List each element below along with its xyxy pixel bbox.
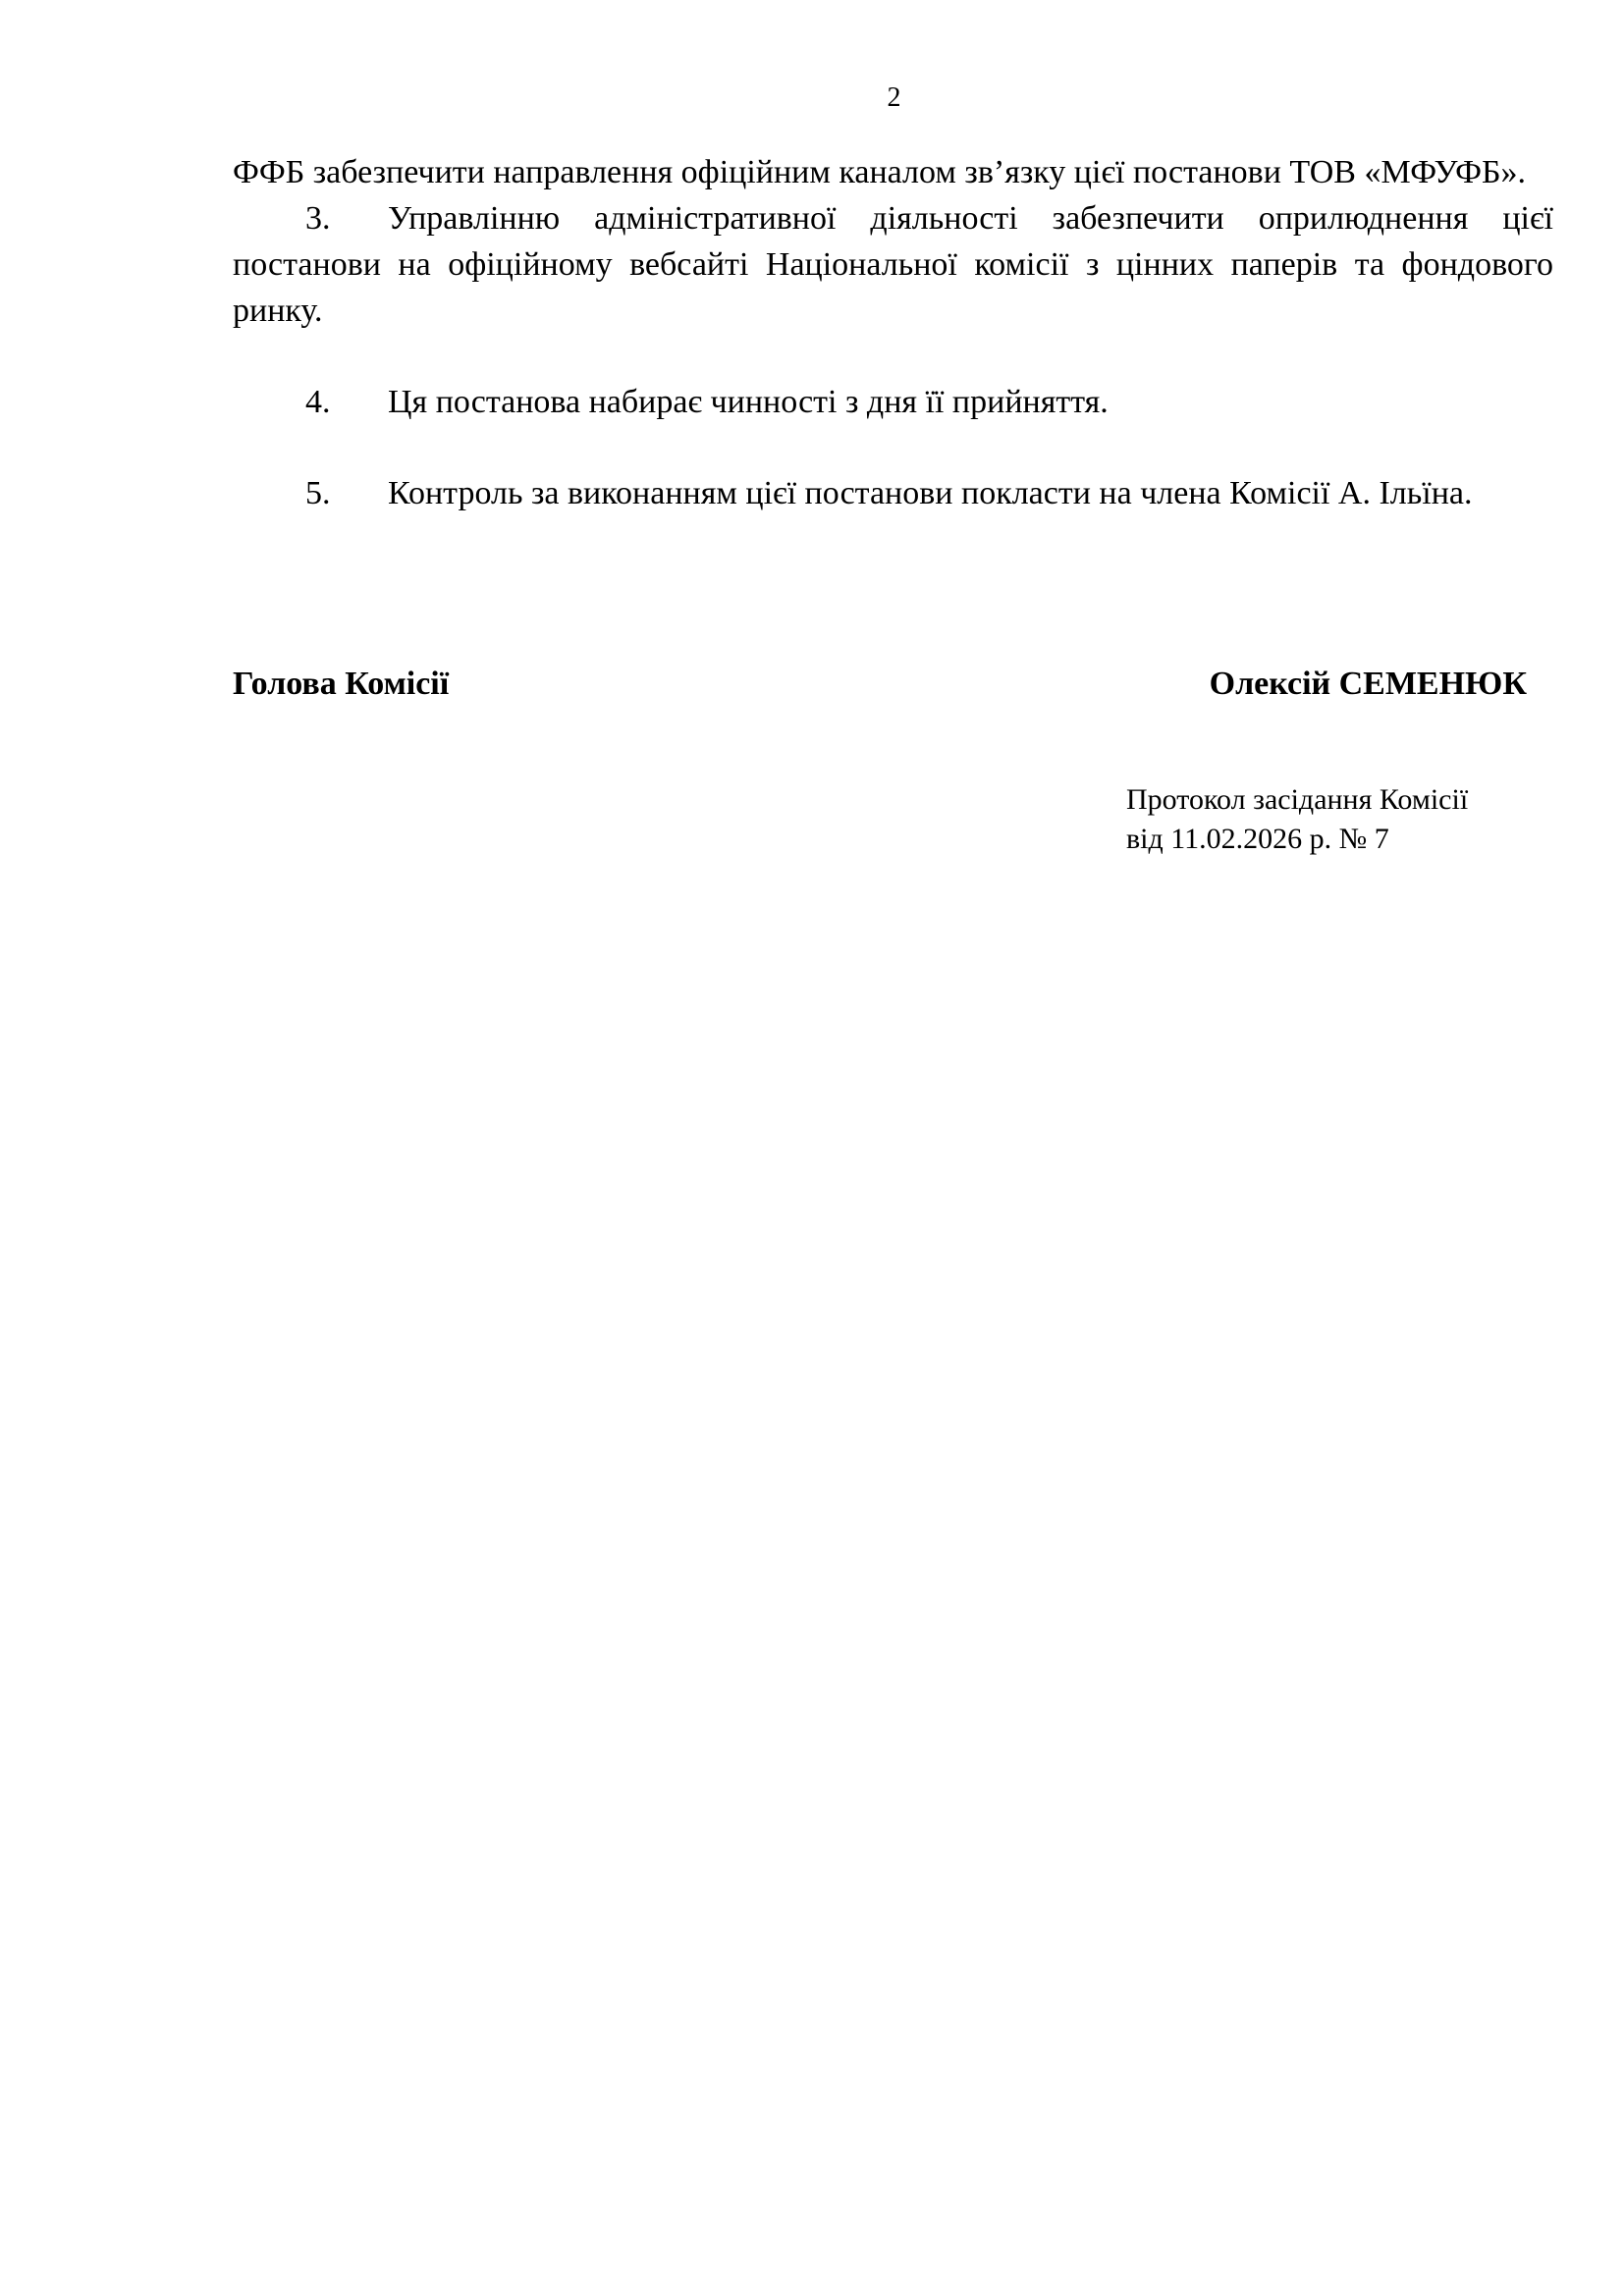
protocol-note [1126, 780, 1468, 859]
protocol-line-1: Протокол засідання Комісії [1126, 783, 1469, 816]
signatory-name: Олексій СЕМЕНЮК [1209, 666, 1527, 702]
item-number: 3. [305, 200, 331, 237]
item-number: 4. [305, 384, 331, 420]
item-number: 5. [305, 475, 331, 511]
paragraph-item-5 [233, 470, 1553, 516]
paragraph-continuation: ФФБ забезпечити направлення офіційним каналом зв’язку цієї постанови ТОВ «МФУФБ». [233, 154, 1526, 190]
item-text: Контроль за виконанням цієї постанови покласти на члена Комісії А. Ільїна. [388, 475, 1473, 511]
page-number: 2 [887, 82, 901, 113]
signatory-position: Голова Комісії [233, 666, 450, 702]
document-body [233, 149, 1553, 516]
paragraph-item-4 [233, 379, 1553, 425]
protocol-line-2: від 11.02.2026 р. № 7 [1126, 823, 1389, 855]
item-text: Ця постанова набирає чинності з дня її прийняття. [388, 384, 1109, 420]
item-text: Управлінню адміністративної діяльності забезпечити оприлюднення цієї постанови на офіційному вебсайті Національної комісії з цінних паперів та фондового ринку. [233, 200, 1553, 329]
paragraph-item-3 [233, 195, 1553, 334]
